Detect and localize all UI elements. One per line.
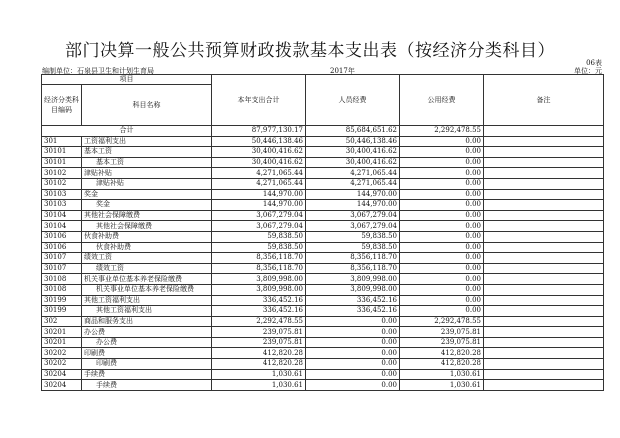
personnel-cell: 336,452.16 xyxy=(306,306,400,317)
total-cell: 144,970.00 xyxy=(212,189,306,200)
personnel-cell: 4,271,065.44 xyxy=(306,168,400,179)
remark-cell xyxy=(484,295,604,306)
total-cell: 2,292,478.55 xyxy=(212,316,306,327)
name-cell: 奖金 xyxy=(82,189,212,200)
table-row xyxy=(42,348,604,359)
name-cell: 办公费 xyxy=(82,337,212,348)
unit-name: 编制单位：石泉县卫生和计划生育局 xyxy=(42,67,154,75)
name-cell: 其他工资福利支出 xyxy=(82,306,212,317)
remark-cell xyxy=(484,231,604,242)
table-row xyxy=(42,306,604,317)
personnel-cell: 0.00 xyxy=(306,316,400,327)
personnel-cell: 0.00 xyxy=(306,337,400,348)
public-cell: 0.00 xyxy=(400,157,484,168)
code-cell: 30204 xyxy=(42,369,82,380)
remark-cell xyxy=(484,274,604,285)
total-cell: 8,356,118.70 xyxy=(212,263,306,274)
total-cell: 1,030.61 xyxy=(212,380,306,391)
personnel-cell: 0.00 xyxy=(306,327,400,338)
table-row xyxy=(42,157,604,168)
public-cell: 0.00 xyxy=(400,274,484,285)
remark-cell xyxy=(484,359,604,370)
personnel-cell: 50,446,138.46 xyxy=(306,136,400,147)
table-row xyxy=(42,242,604,253)
table-row xyxy=(42,274,604,285)
code-cell: 30101 xyxy=(42,147,82,158)
total-cell: 4,271,065.44 xyxy=(212,168,306,179)
public-cell: 0.00 xyxy=(400,189,484,200)
public-cell: 0.00 xyxy=(400,231,484,242)
table-row xyxy=(42,327,604,338)
total-cell: 336,452.16 xyxy=(212,306,306,317)
personnel-cell: 30,400,416.62 xyxy=(306,157,400,168)
public-cell: 0.00 xyxy=(400,263,484,274)
table-row xyxy=(42,200,604,211)
name-cell: 办公费 xyxy=(82,327,212,338)
table-row xyxy=(42,284,604,295)
personnel-cell: 0.00 xyxy=(306,348,400,359)
table-row xyxy=(42,359,604,370)
remark-cell xyxy=(484,316,604,327)
public-cell: 2,292,478.55 xyxy=(400,316,484,327)
total-cell: 59,838.50 xyxy=(212,231,306,242)
total-cell: 239,075.81 xyxy=(212,337,306,348)
code-cell: 30199 xyxy=(42,306,82,317)
table-row xyxy=(42,189,604,200)
code-cell: 30204 xyxy=(42,380,82,391)
code-cell: 30102 xyxy=(42,178,82,189)
currency-unit: 单位：元 xyxy=(574,67,602,75)
name-cell: 其他社会保障缴费 xyxy=(82,210,212,221)
remark-cell xyxy=(484,306,604,317)
page-title: 部门决算一般公共预算财政拨款基本支出表（按经济分类科目） xyxy=(65,41,555,61)
total-public: 2,292,478.55 xyxy=(400,126,484,137)
name-cell: 津贴补贴 xyxy=(82,178,212,189)
name-cell: 奖金 xyxy=(82,200,212,211)
personnel-cell: 0.00 xyxy=(306,380,400,391)
total-cell: 50,446,138.46 xyxy=(212,136,306,147)
table-row xyxy=(42,221,604,232)
total-cell: 412,820.28 xyxy=(212,348,306,359)
name-cell: 津贴补贴 xyxy=(82,168,212,179)
personnel-cell: 30,400,416.62 xyxy=(306,147,400,158)
code-cell: 30201 xyxy=(42,327,82,338)
name-cell: 机关事业单位基本养老保险缴费 xyxy=(82,284,212,295)
name-cell: 伙食补助费 xyxy=(82,242,212,253)
public-cell: 0.00 xyxy=(400,210,484,221)
total-cell: 239,075.81 xyxy=(212,327,306,338)
table-row xyxy=(42,337,604,348)
table-row xyxy=(42,178,604,189)
total-cell: 3,809,998.00 xyxy=(212,274,306,285)
table-row xyxy=(42,380,604,391)
name-cell: 其他社会保障缴费 xyxy=(82,221,212,232)
name-cell: 手续费 xyxy=(82,369,212,380)
remark-cell xyxy=(484,147,604,158)
code-cell: 30104 xyxy=(42,210,82,221)
remark-cell xyxy=(484,242,604,253)
personnel-cell: 144,970.00 xyxy=(306,200,400,211)
report-year: 2017年 xyxy=(330,67,355,75)
public-cell: 239,075.81 xyxy=(400,337,484,348)
remark-cell xyxy=(484,284,604,295)
total-label: 合计 xyxy=(42,126,212,137)
public-cell: 412,820.28 xyxy=(400,359,484,370)
personnel-cell: 3,067,279.04 xyxy=(306,210,400,221)
remark-cell xyxy=(484,168,604,179)
code-cell: 30201 xyxy=(42,337,82,348)
personnel-cell: 0.00 xyxy=(306,369,400,380)
personnel-cell: 3,809,998.00 xyxy=(306,274,400,285)
public-cell: 1,030.61 xyxy=(400,369,484,380)
total-cell: 3,809,998.00 xyxy=(212,284,306,295)
total-cell: 336,452.16 xyxy=(212,295,306,306)
header-code: 经济分类科目编码 xyxy=(42,85,82,126)
code-cell: 30107 xyxy=(42,263,82,274)
remark-cell xyxy=(484,380,604,391)
table-row xyxy=(42,210,604,221)
personnel-cell: 0.00 xyxy=(306,359,400,370)
header-remark: 备注 xyxy=(484,75,604,126)
total-cell: 4,271,065.44 xyxy=(212,178,306,189)
remark-cell xyxy=(484,136,604,147)
code-cell: 30108 xyxy=(42,274,82,285)
code-cell: 30106 xyxy=(42,242,82,253)
table-row xyxy=(42,231,604,242)
remark-cell xyxy=(484,337,604,348)
remark-cell xyxy=(484,263,604,274)
code-cell: 30103 xyxy=(42,189,82,200)
remark-cell xyxy=(484,221,604,232)
name-cell: 印刷费 xyxy=(82,348,212,359)
total-cell: 8,356,118.70 xyxy=(212,253,306,264)
remark-cell xyxy=(484,189,604,200)
public-cell: 0.00 xyxy=(400,200,484,211)
personnel-cell: 4,271,065.44 xyxy=(306,178,400,189)
table-row xyxy=(42,369,604,380)
personnel-cell: 59,838.50 xyxy=(306,242,400,253)
total-remark xyxy=(484,126,604,137)
public-cell: 412,820.28 xyxy=(400,348,484,359)
name-cell: 伙食补助费 xyxy=(82,231,212,242)
name-cell: 印刷费 xyxy=(82,359,212,370)
total-cell: 3,067,279.04 xyxy=(212,210,306,221)
name-cell: 其他工资福利支出 xyxy=(82,295,212,306)
total-cell: 30,400,416.62 xyxy=(212,147,306,158)
public-cell: 239,075.81 xyxy=(400,327,484,338)
remark-cell xyxy=(484,327,604,338)
public-cell: 0.00 xyxy=(400,221,484,232)
public-cell: 0.00 xyxy=(400,284,484,295)
table-number: 06表 xyxy=(586,59,602,67)
public-cell: 0.00 xyxy=(400,306,484,317)
personnel-cell: 3,067,279.04 xyxy=(306,221,400,232)
header-total: 本年支出合计 xyxy=(212,75,306,126)
personnel-cell: 144,970.00 xyxy=(306,189,400,200)
code-cell: 30101 xyxy=(42,157,82,168)
public-cell: 1,030.61 xyxy=(400,380,484,391)
public-cell: 0.00 xyxy=(400,253,484,264)
personnel-cell: 3,809,998.00 xyxy=(306,284,400,295)
total-cell: 1,030.61 xyxy=(212,369,306,380)
name-cell: 机关事业单位基本养老保险缴费 xyxy=(82,274,212,285)
code-cell: 302 xyxy=(42,316,82,327)
expenditure-table xyxy=(41,74,604,391)
total-cell: 59,838.50 xyxy=(212,242,306,253)
remark-cell xyxy=(484,369,604,380)
total-cell: 412,820.28 xyxy=(212,359,306,370)
code-cell: 30103 xyxy=(42,200,82,211)
total-personnel: 85,684,651.62 xyxy=(306,126,400,137)
public-cell: 0.00 xyxy=(400,295,484,306)
table-row xyxy=(42,147,604,158)
name-cell: 工资福利支出 xyxy=(82,136,212,147)
table-row xyxy=(42,263,604,274)
personnel-cell: 59,838.50 xyxy=(306,231,400,242)
table-row xyxy=(42,253,604,264)
personnel-cell: 8,356,118.70 xyxy=(306,263,400,274)
public-cell: 0.00 xyxy=(400,168,484,179)
code-cell: 30106 xyxy=(42,231,82,242)
name-cell: 手续费 xyxy=(82,380,212,391)
remark-cell xyxy=(484,200,604,211)
code-cell: 30202 xyxy=(42,359,82,370)
total-total: 87,977,130.17 xyxy=(212,126,306,137)
header-public: 公用经费 xyxy=(400,75,484,126)
code-cell: 30102 xyxy=(42,168,82,179)
table-row xyxy=(42,136,604,147)
name-cell: 基本工资 xyxy=(82,147,212,158)
public-cell: 0.00 xyxy=(400,178,484,189)
name-cell: 绩效工资 xyxy=(82,253,212,264)
code-cell: 301 xyxy=(42,136,82,147)
table-row xyxy=(42,168,604,179)
total-row xyxy=(42,126,604,137)
remark-cell xyxy=(484,348,604,359)
remark-cell xyxy=(484,157,604,168)
code-cell: 30108 xyxy=(42,284,82,295)
public-cell: 0.00 xyxy=(400,242,484,253)
header-personnel: 人员经费 xyxy=(306,75,400,126)
personnel-cell: 8,356,118.70 xyxy=(306,253,400,264)
name-cell: 绩效工资 xyxy=(82,263,212,274)
name-cell: 商品和服务支出 xyxy=(82,316,212,327)
header-name: 科目名称 xyxy=(82,85,212,126)
table-row xyxy=(42,295,604,306)
public-cell: 0.00 xyxy=(400,136,484,147)
code-cell: 30104 xyxy=(42,221,82,232)
personnel-cell: 336,452.16 xyxy=(306,295,400,306)
name-cell: 基本工资 xyxy=(82,157,212,168)
total-cell: 30,400,416.62 xyxy=(212,157,306,168)
public-cell: 0.00 xyxy=(400,147,484,158)
code-cell: 30199 xyxy=(42,295,82,306)
header-item: 项目 xyxy=(42,75,212,85)
code-cell: 30107 xyxy=(42,253,82,264)
remark-cell xyxy=(484,210,604,221)
code-cell: 30202 xyxy=(42,348,82,359)
remark-cell xyxy=(484,178,604,189)
total-cell: 144,970.00 xyxy=(212,200,306,211)
table-row xyxy=(42,316,604,327)
remark-cell xyxy=(484,253,604,264)
total-cell: 3,067,279.04 xyxy=(212,221,306,232)
